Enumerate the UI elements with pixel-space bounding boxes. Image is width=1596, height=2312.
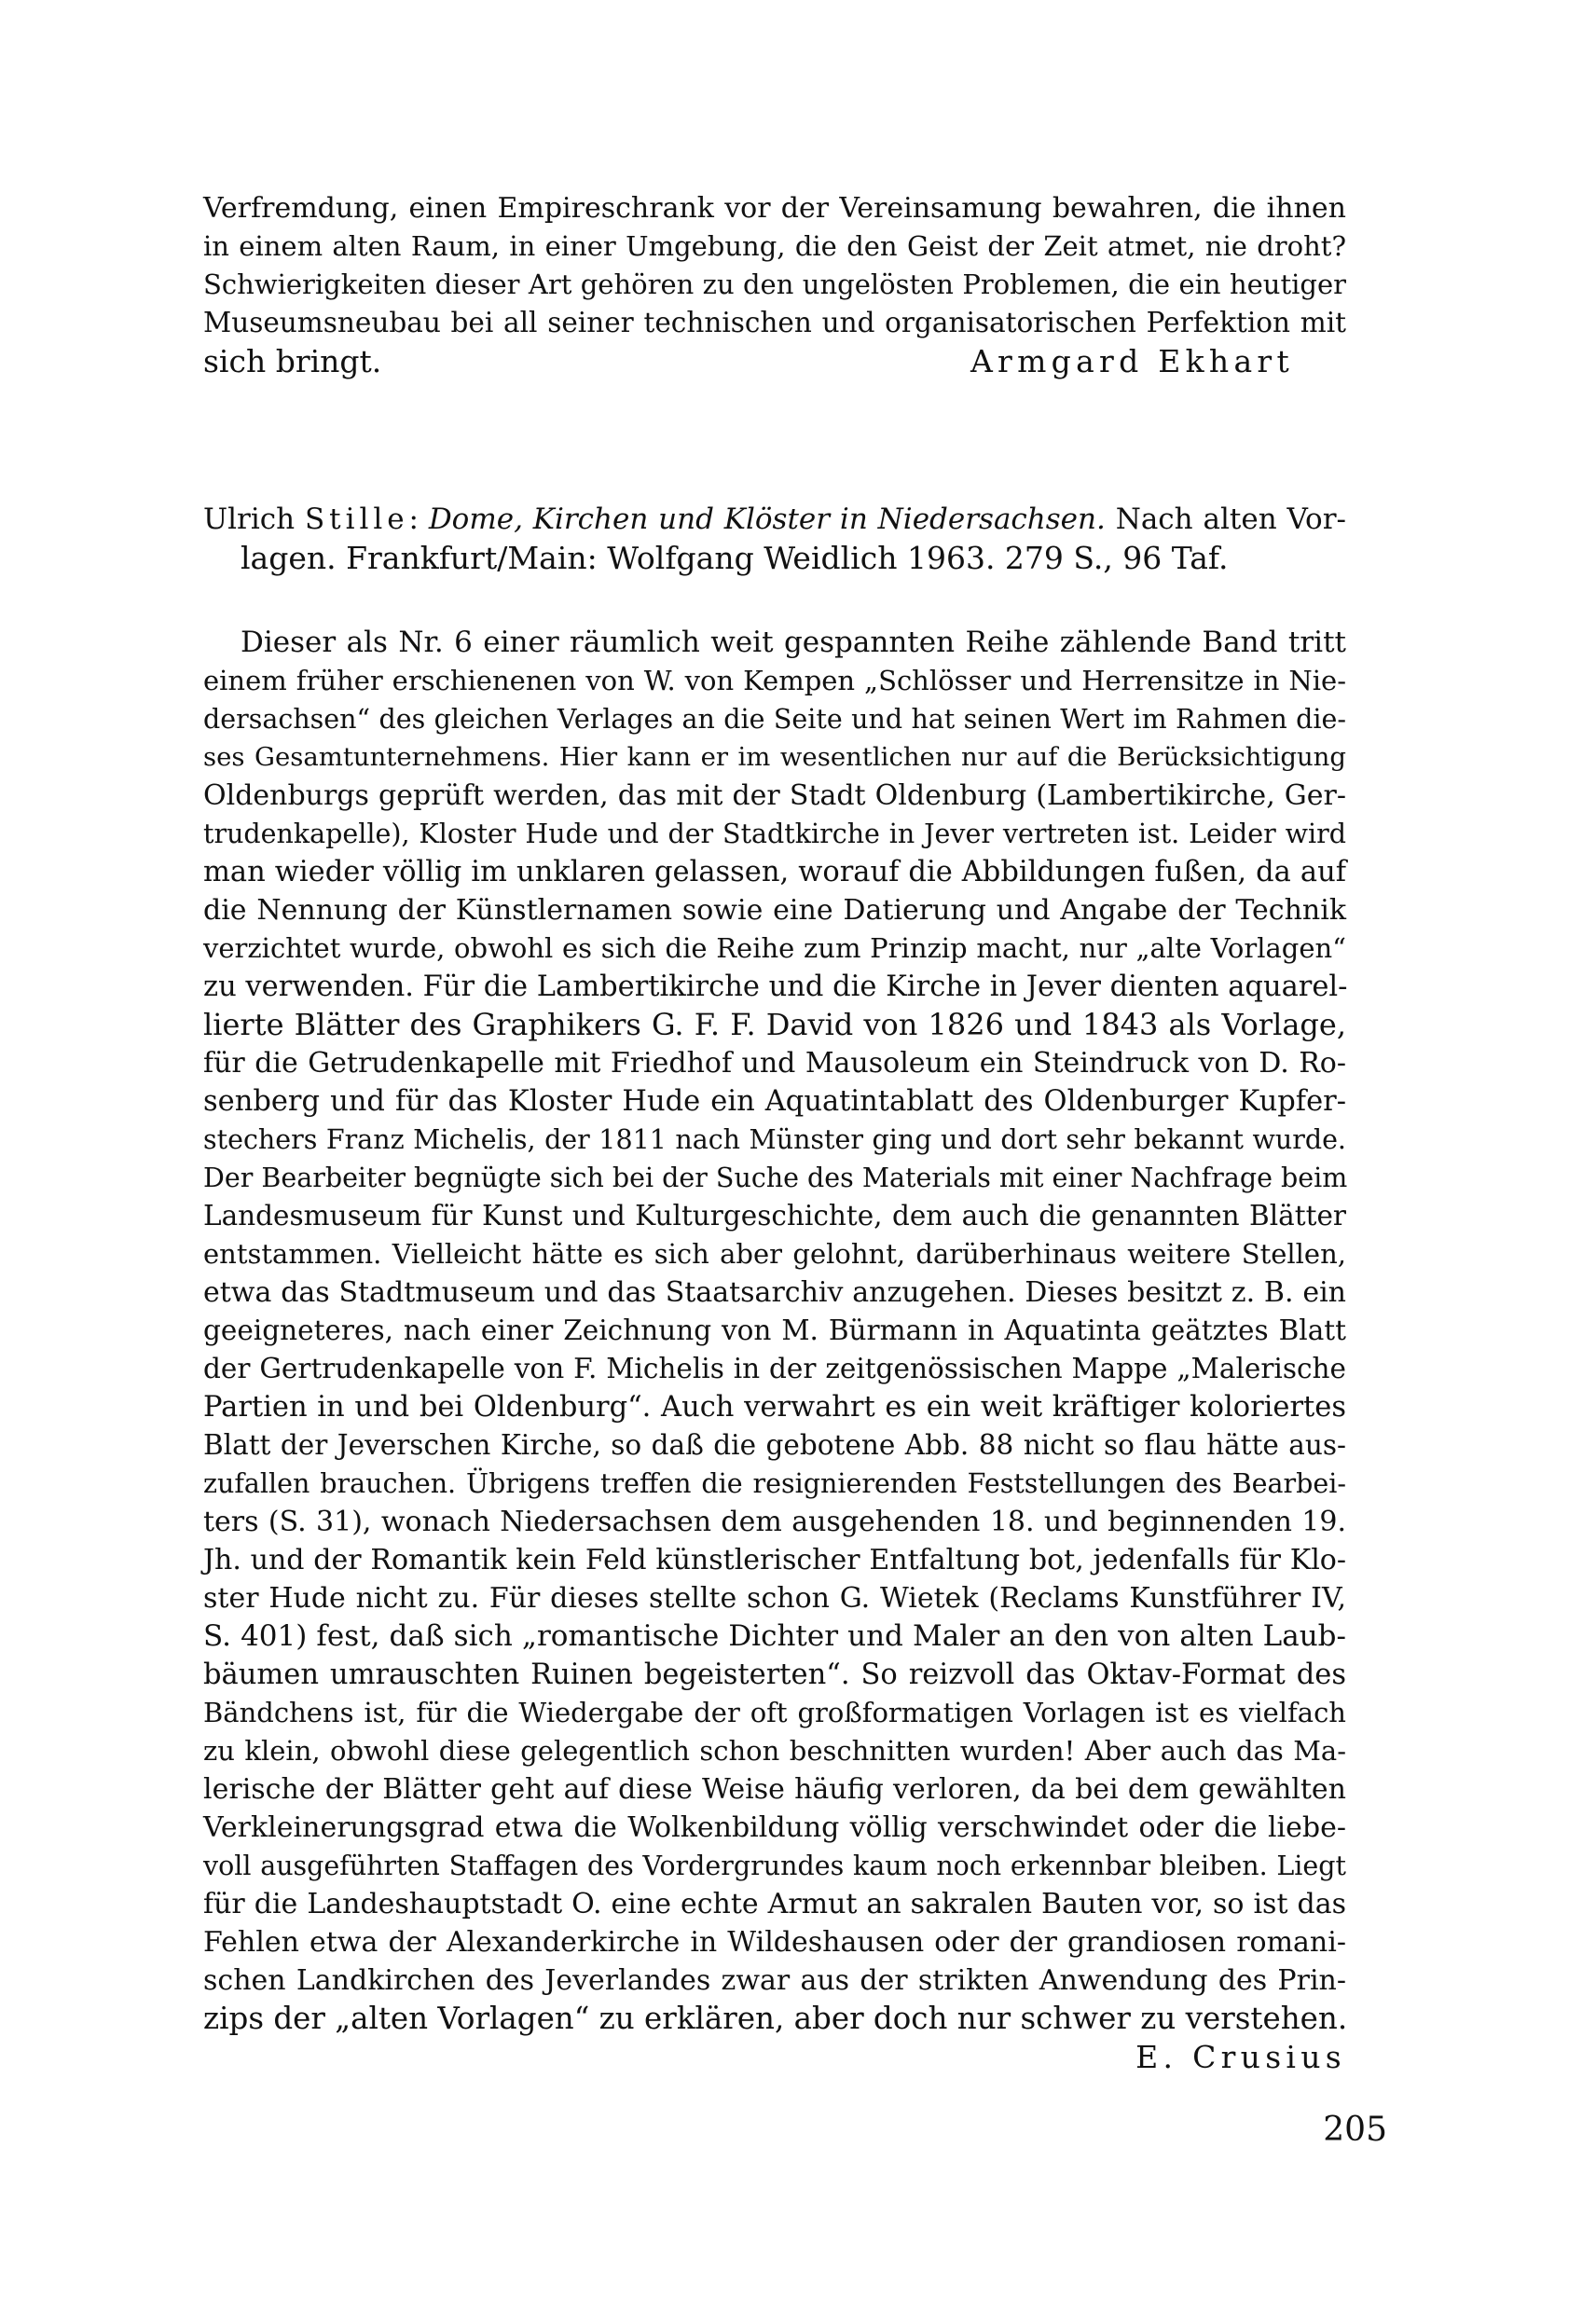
text-line: Partien in und bei Oldenburg“. Auch verwahrt es ein weit kräftiger koloriertes xyxy=(203,1391,1346,1424)
text-line: ster Hude nicht zu. Für dieses stellte schon G. Wietek (Reclams Kunstführer IV, xyxy=(203,1582,1346,1615)
book-title: Dome, Kirchen und Klöster in Niedersachsen. xyxy=(428,502,1106,536)
text-line: Verkleinerungsgrad etwa die Wolkenbildung völlig verschwindet oder die liebe- xyxy=(203,1811,1346,1844)
text-line: trudenkapelle), Kloster Hude und der Stadtkirche in Jever vertreten ist. Leider wird xyxy=(203,819,1346,849)
text-line: Landesmuseum für Kunst und Kulturgeschichte, dem auch die genannten Blätter xyxy=(203,1200,1346,1232)
review-body xyxy=(203,624,1346,2076)
closing-line xyxy=(203,342,1346,380)
reviewer-signature: Armgard Ekhart xyxy=(970,343,1294,379)
text-line: Blatt der Jeverschen Kirche, so daß die gebotene Abb. 88 nicht so flau hätte aus- xyxy=(203,1429,1346,1461)
text-line: sich bringt. xyxy=(203,343,382,379)
text-line: geeigneteres, nach einer Zeichnung von M. Bürmann in Aquatinta geätztes Blatt xyxy=(203,1314,1346,1346)
text-line: Der Bearbeiter begnügte sich bei der Suche des Materials mit einer Nachfrage beim xyxy=(203,1163,1348,1193)
text-line: dersachsen“ des gleichen Verlages an die Seite und hat seinen Wert im Rahmen die- xyxy=(203,704,1346,735)
text-line: zips der „alten Vorlagen“ zu erklären, aber doch nur schwer zu verstehen. xyxy=(203,2001,1348,2036)
text-line: S. 401) fest, daß sich „romantische Dichter und Maler an den von alten Laub- xyxy=(203,1619,1346,1653)
text-line: Bändchens ist, für die Wiedergabe der oft großformatigen Vorlagen ist es vielfach xyxy=(203,1697,1346,1728)
reference-continuation: Nach alten Vor- xyxy=(1115,502,1347,536)
text-line: Schwierigkeiten dieser Art gehören zu den ungelösten Problemen, die ein heutiger xyxy=(203,268,1346,300)
author-last-name: Stille xyxy=(304,502,409,536)
author-colon: : xyxy=(408,502,419,536)
text-line: für die Landeshauptstadt O. eine echte Armut an sakralen Bauten vor, so ist das xyxy=(203,1888,1346,1920)
previous-review-ending xyxy=(203,189,1346,380)
author-first-name: Ulrich xyxy=(203,502,296,536)
book-reference xyxy=(203,501,1346,577)
text-line: die Nennung der Künstlernamen sowie eine Datierung und Angabe der Technik xyxy=(203,894,1346,927)
text-line: Fehlen etwa der Alexanderkirche in Wildeshausen oder der grandiosen romani- xyxy=(203,1926,1346,1959)
closing-line xyxy=(203,2038,1346,2076)
text-line: bäumen umrauschten Ruinen begeisterten“. So reizvoll das Oktav-Format des xyxy=(203,1658,1346,1691)
text-line: für die Getrudenkapelle mit Friedhof und Mausoleum ein Steindruck von D. Ro- xyxy=(203,1047,1346,1080)
text-line: ters (S. 31), wonach Niedersachsen dem ausgehenden 18. und beginnenden 19. xyxy=(203,1506,1346,1538)
text-line: senberg und für das Kloster Hude ein Aquatintablatt des Oldenburger Kupfer- xyxy=(203,1085,1346,1118)
text-line: stechers Franz Michelis, der 1811 nach Münster ging und dort sehr bekannt wurde. xyxy=(203,1124,1346,1155)
text-line: lerische der Blätter geht auf diese Weise häufig verloren, da bei dem gewählten xyxy=(203,1773,1346,1806)
text-line: voll ausgeführten Staffagen des Vordergrundes kaum noch erkennbar bleiben. Liegt xyxy=(203,1851,1346,1881)
text-line: Jh. und der Romantik kein Feld künstlerischer Entfaltung bot, jedenfalls für Klo- xyxy=(203,1544,1346,1576)
text-line: Oldenburgs geprüft werden, das mit der Stadt Oldenburg (Lambertikirche, Ger- xyxy=(203,779,1346,812)
text-line: Dieser als Nr. 6 einer räumlich weit gespannten Reihe zählende Band tritt xyxy=(241,626,1346,659)
text-line: lierte Blätter des Graphikers G. F. F. David von 1826 und 1843 als Vorlage, xyxy=(203,1007,1346,1042)
text-line: entstammen. Vielleicht hätte es sich aber gelohnt, darüberhinaus weitere Stellen, xyxy=(203,1238,1346,1270)
text-line: der Gertrudenkapelle von F. Michelis in der zeitgenössischen Mappe „Malerische xyxy=(203,1353,1346,1384)
text-line: ses Gesamtunternehmens. Hier kann er im wesentlichen nur auf die Berücksichtigung xyxy=(203,742,1346,772)
text-line: schen Landkirchen des Jeverlandes zwar aus der strikten Anwendung des Prin- xyxy=(203,1964,1346,1997)
text-line: zufallen brauchen. Übrigens treffen die resignierenden Feststellungen des Bearbei- xyxy=(203,1468,1346,1499)
reference-line-1 xyxy=(203,501,1346,539)
text-line: Museumsneubau bei all seiner technischen und organisatorischen Perfektion mit xyxy=(203,307,1346,338)
text-line: einem früher erschienenen von W. von Kempen „Schlösser und Herrensitze in Nie- xyxy=(203,665,1346,696)
text-line: Verfremdung, einen Empireschrank vor der Vereinsamung bewahren, die ihnen xyxy=(203,192,1346,225)
text-line: etwa das Stadtmuseum und das Staatsarchiv anzugehen. Dieses besitzt z. B. ein xyxy=(203,1276,1346,1309)
text-line: zu klein, obwohl diese gelegentlich schon beschnitten wurden! Aber auch das Ma- xyxy=(203,1735,1346,1767)
text-line: zu verwenden. Für die Lambertikirche und die Kirche in Jever dienten aquarel- xyxy=(203,970,1348,1003)
text-line: in einem alten Raum, in einer Umgebung, die den Geist der Zeit atmet, nie droht? xyxy=(203,230,1346,262)
reviewer-signature: E. Crusius xyxy=(1135,2039,1346,2075)
page-number: 205 xyxy=(1323,2111,1387,2149)
text-line: man wieder völlig im unklaren gelassen, worauf die Abbildungen fußen, da auf xyxy=(203,856,1346,888)
reference-line-2: lagen. Frankfurt/Main: Wolfgang Weidlich 1963. 279 S., 96 Taf. xyxy=(241,540,1229,576)
text-line: verzichtet wurde, obwohl es sich die Reihe zum Prinzip macht, nur „alte Vorlagen“ xyxy=(203,932,1346,964)
